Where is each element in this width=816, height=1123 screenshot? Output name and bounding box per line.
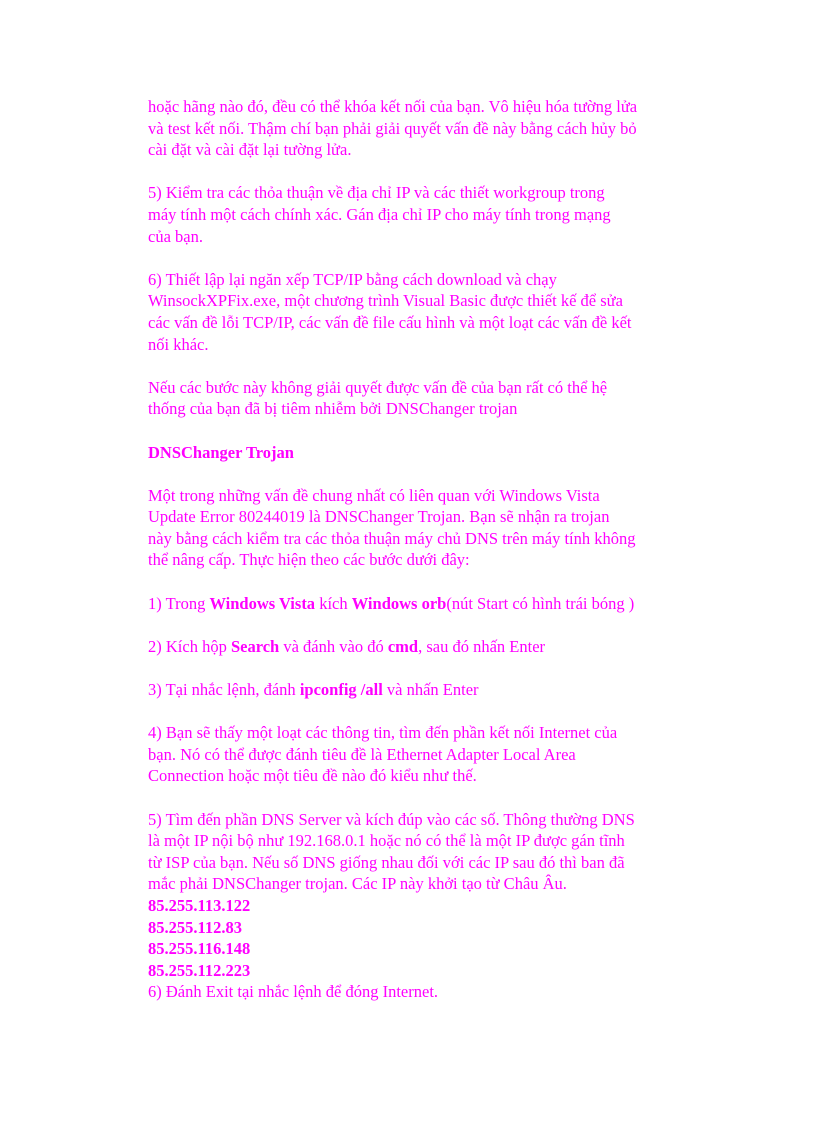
step-3 — [148, 679, 688, 701]
step-text: 1) Trong — [148, 593, 210, 613]
step-text: và nhấn Enter — [382, 680, 479, 700]
step-text: (nút Start có hình trái bóng ) — [446, 593, 635, 613]
step-text: 2) Kích hộp — [148, 636, 231, 656]
text-line: 5) Kiểm tra các thỏa thuận về địa chỉ IP và các thiết workgroup trong — [148, 183, 605, 203]
text-line: 4) Bạn sẽ thấy một loạt các thông tin, tìm đến phần kết nối Internet của — [148, 723, 618, 743]
step-bold: Windows orb — [351, 593, 447, 613]
text-line: thống của bạn đã bị tiêm nhiễm bởi DNSChanger trojan — [148, 399, 518, 419]
ip-address — [148, 938, 688, 960]
step-bold: ipconfig /all — [299, 680, 383, 700]
ip-address-text: 85.255.112.83 — [148, 917, 242, 937]
text-line: thể nâng cấp. Thực hiện theo các bước dưới đây: — [148, 550, 470, 570]
step-bold: Search — [230, 636, 280, 656]
document-page — [148, 96, 688, 1003]
step-6-exit: 6) Đánh Exit tại nhắc lệnh để đóng Internet. — [148, 982, 439, 1002]
text-line: của bạn. — [148, 226, 203, 246]
text-line: mắc phải DNSChanger trojan. Các IP này khởi tạo từ Châu Âu. — [148, 874, 567, 894]
ip-address-text: 85.255.113.122 — [148, 895, 251, 915]
warning-paragraph — [148, 377, 688, 420]
text-line: này bằng cách kiểm tra các thỏa thuận máy chủ DNS trên máy tính không — [148, 528, 636, 548]
text-line: Connection hoặc một tiêu đề nào đó kiểu như thế. — [148, 766, 477, 786]
ip-address — [148, 960, 688, 982]
text-line: Nếu các bước này không giải quyết được vấn đề của bạn rất có thể hệ — [148, 377, 608, 397]
step-text: , sau đó nhấn Enter — [418, 636, 546, 656]
ip-list — [148, 895, 688, 981]
text-line: các vấn đề lỗi TCP/IP, các vấn đề file cấu hình và một loạt các vấn đề kết — [148, 312, 632, 332]
ip-address — [148, 917, 688, 939]
step-bold: cmd — [387, 636, 419, 656]
text-line: cài đặt và cài đặt lại tường lửa. — [148, 140, 352, 160]
section-heading — [148, 442, 688, 464]
step-1 — [148, 593, 688, 615]
step-text: 3) Tại nhắc lệnh, đánh — [148, 680, 300, 700]
text-line: là một IP nội bộ như 192.168.0.1 hoặc nó có thể là một IP được gán tĩnh — [148, 831, 625, 851]
step-6-reset-tcpip — [148, 269, 688, 355]
text-line: hoặc hãng nào đó, đều có thể khóa kết nối của bạn. Vô hiệu hóa tường lửa — [148, 97, 638, 116]
step-5-dns-server — [148, 809, 688, 895]
text-line: và test kết nối. Thậm chí bạn phải giải quyết vấn đề này bằng cách hủy bỏ — [148, 118, 637, 138]
step-bold: Windows Vista — [209, 593, 316, 613]
text-line: Một trong những vấn đề chung nhất có liên quan với Windows Vista — [148, 485, 600, 505]
description-paragraph — [148, 485, 688, 571]
ip-address — [148, 895, 688, 917]
ip-address-text: 85.255.116.148 — [148, 939, 251, 959]
text-line: Update Error 80244019 là DNSChanger Trojan. Bạn sẽ nhận ra trojan — [148, 507, 610, 527]
intro-paragraph — [148, 96, 688, 161]
step-4 — [148, 722, 688, 787]
text-line: bạn. Nó có thể được đánh tiêu đề là Ethernet Adapter Local Area — [148, 744, 576, 764]
step-text: và đánh vào đó — [279, 636, 388, 656]
ip-address-text: 85.255.112.223 — [148, 960, 251, 980]
step-2 — [148, 636, 688, 658]
text-line: 6) Thiết lập lại ngăn xếp TCP/IP bằng cách download và chạy — [148, 269, 557, 289]
text-line: 5) Tìm đến phần DNS Server và kích đúp vào các số. Thông thường DNS — [148, 809, 635, 829]
text-line: máy tính một cách chính xác. Gán địa chỉ IP cho máy tính trong mạng — [148, 204, 611, 224]
text-line: từ ISP của bạn. Nếu số DNS giống nhau đối với các IP sau đó thì ban đã — [148, 852, 625, 872]
text-line: nối khác. — [148, 334, 209, 354]
step-text: kích — [315, 593, 352, 613]
text-line: WinsockXPFix.exe, một chương trình Visual Basic được thiết kế để sửa — [148, 291, 623, 311]
step-5-ip-settings — [148, 182, 688, 247]
heading-text: DNSChanger Trojan — [148, 442, 294, 462]
